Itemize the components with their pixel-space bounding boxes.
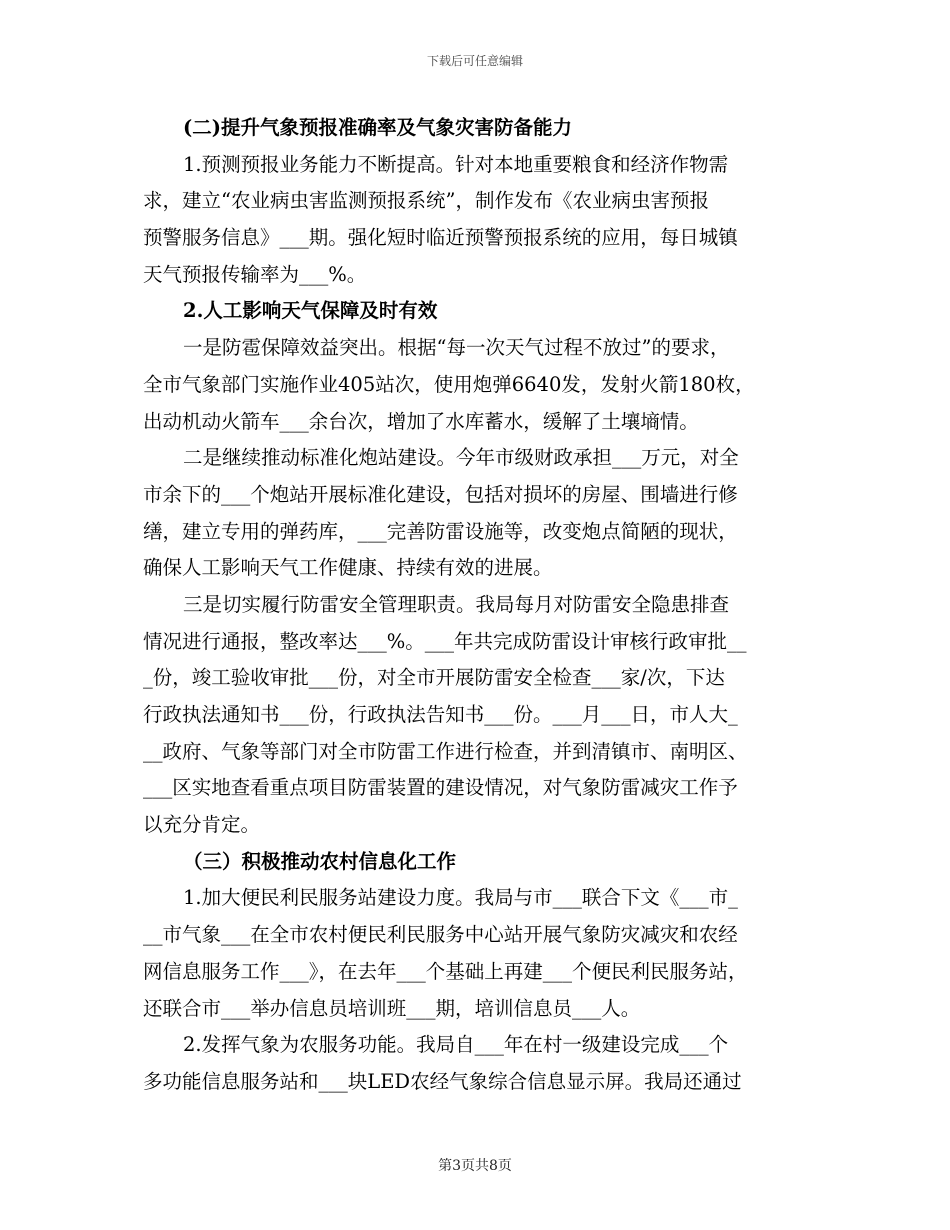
paragraph-line: _份，竣工验收审批___份，对全市开展防雷安全检查___家/次，下达 bbox=[143, 666, 725, 690]
paragraph-line: 行政执法通知书___份，行政执法告知书___份。___月___日，市人大_ bbox=[143, 703, 738, 726]
subsection-heading-2: 2.人工影响天气保障及时有效 bbox=[183, 299, 438, 323]
paragraph-line: 确保人工影响天气工作健康、持续有效的进展。 bbox=[143, 556, 553, 580]
paragraph-line: __政府、气象等部门对全市防雷工作进行检查，并到清镇市、南明区、 bbox=[143, 739, 748, 763]
section-heading-3: （三）积极推动农村信息化工作 bbox=[183, 849, 457, 873]
paragraph-line: 求，建立“农业病虫害监测预报系统”，制作发布《农业病虫害预报 bbox=[143, 189, 709, 213]
paragraph-line: __市气象___在全市农村便民利民服务中心站开展气象防灾减灾和农经 bbox=[143, 923, 738, 947]
paragraph-line: 出动机动火箭车___余台次，增加了水库蓄水，缓解了土壤墒情。 bbox=[143, 409, 699, 433]
page-header: 下载后可任意编辑 bbox=[426, 54, 523, 68]
paragraph-line: 一是防雹保障效益突出。根据“每一次天气过程不放过”的要求， bbox=[183, 336, 730, 360]
paragraph-line: 预警服务信息》___期。强化短时临近预警预报系统的应用，每日城镇 bbox=[143, 226, 738, 250]
paragraph-line: 多功能信息服务站和___块LED农经气象综合信息显示屏。我局还通过 bbox=[143, 1069, 742, 1093]
paragraph-line: 1.加大便民利民服务站建设力度。我局与市___联合下文《___市_ bbox=[183, 886, 738, 910]
paragraph-line: 网信息服务工作___》，在去年___个基础上再建___个便民利民服务站， bbox=[143, 959, 748, 983]
section-heading-2: (二)提升气象预报准确率及气象灾害防备能力 bbox=[183, 116, 572, 139]
document-body bbox=[143, 110, 809, 1101]
paragraph-line: 缮，建立专用的弹药库，___完善防雷设施等，改变炮点简陋的现状， bbox=[143, 519, 738, 543]
paragraph-line: 还联合市___举办信息员培训班___期，培训信息员___人。 bbox=[143, 996, 641, 1020]
paragraph-line: 1.预测预报业务能力不断提高。针对本地重要粮食和经济作物需 bbox=[183, 152, 729, 176]
paragraph-line: 情况进行通报，整改率达___%。___年共完成防雷设计审核行政审批__ bbox=[143, 629, 747, 653]
paragraph-line: 二是继续推动标准化炮站建设。今年市级财政承担___万元，对全 bbox=[183, 446, 739, 470]
paragraph-line: 以充分肯定。 bbox=[143, 813, 261, 837]
paragraph-line: 天气预报传输率为___%。 bbox=[143, 262, 367, 286]
paragraph-line: 市余下的___个炮站开展标准化建设，包括对损坏的房屋、围墙进行修 bbox=[143, 482, 738, 506]
page-number: 第3页共8页 bbox=[438, 1158, 512, 1174]
paragraph-line: 全市气象部门实施作业405站次，使用炮弹6640发，发射火箭180枚， bbox=[143, 372, 755, 396]
paragraph-line: 2.发挥气象为农服务功能。我局自___年在村一级建设完成___个 bbox=[183, 1033, 729, 1057]
paragraph-line: 三是切实履行防雷安全管理职责。我局每月对防雷安全隐患排查 bbox=[183, 592, 730, 616]
paragraph-line: ___区实地查看重点项目防雷装置的建设情况，对气象防雷减灾工作予 bbox=[143, 776, 738, 800]
